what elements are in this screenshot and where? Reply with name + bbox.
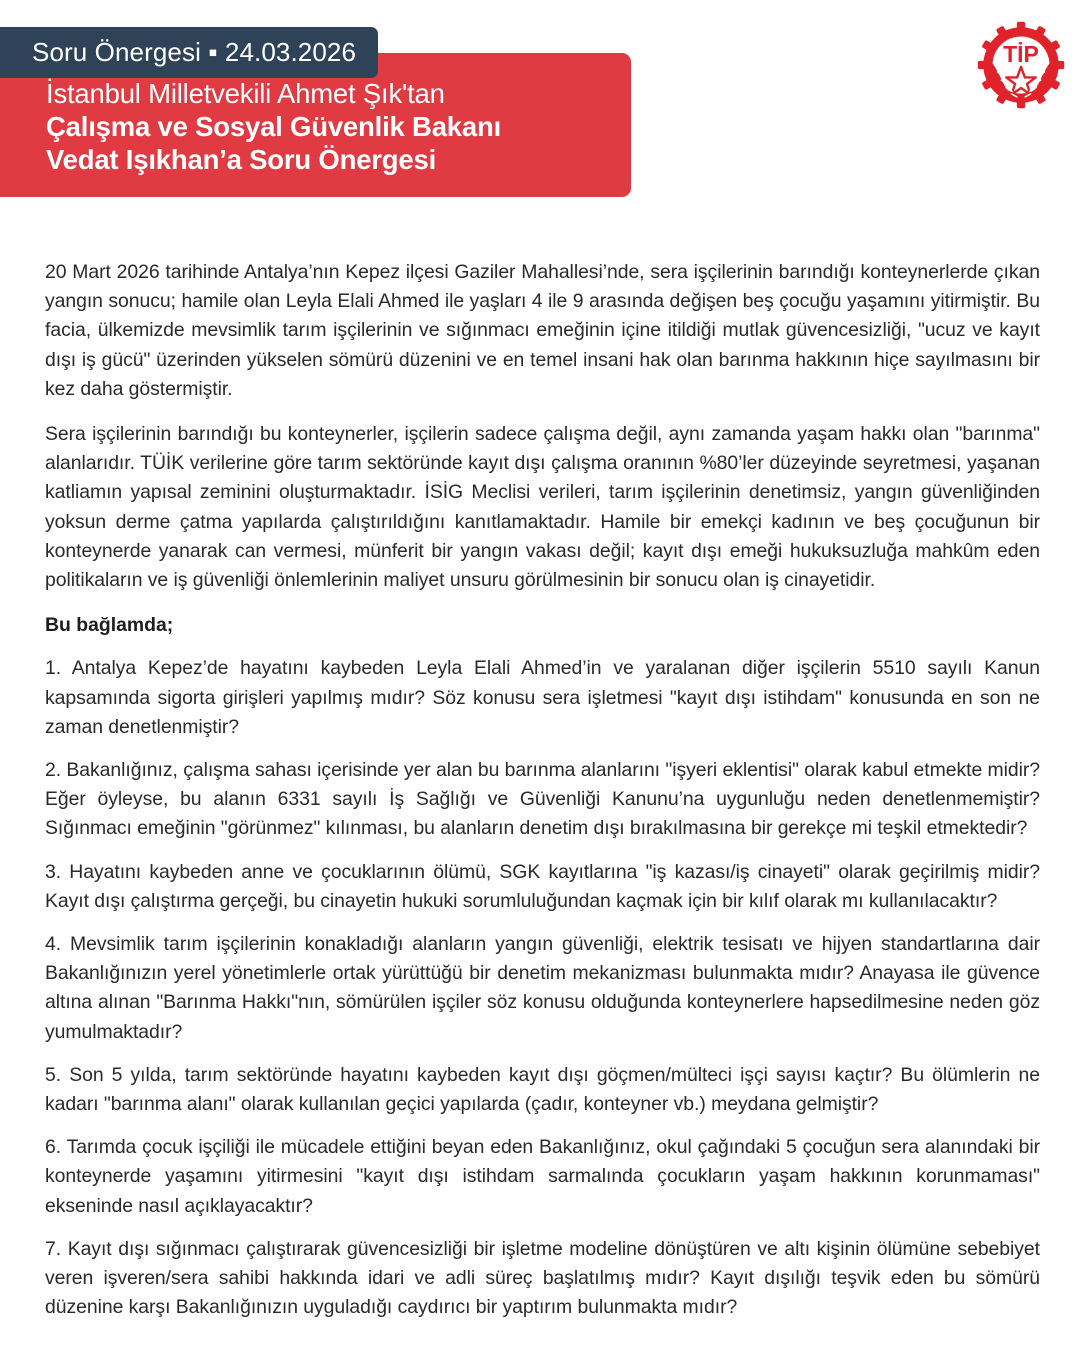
svg-text:TİP: TİP (1003, 41, 1039, 68)
lead-paragraph-2: Sera işçilerinin barındığı bu konteynerler, işçilerin sadece çalışma değil, aynı zamanda yaşam hakkı olan "barınma" alanlarıdır. TÜİK verilerine göre tarım sektöründe kayıt dışı çalışma oranının %80’ler düzeyinde seyretmesi, yaşanan katliamın yapısal zeminini oluşturmaktadır. İSİG Meclisi verileri, tarım işçilerinin denetimsiz, yangın güvenliğinden yoksun derme çatma yapılarda çalıştırıldığını kanıtlamaktadır. Hamile bir emekçi kadının ve beş çocuğunun bir konteynerde yanarak can vermesi, münferit bir yangın vakası değil; kayıt dışı emeği hukuksuzluğa mahkûm eden politikaların ve iş güvenliği önlemlerinin maliyet unsuru görülmesinin bir sonucu olan iş cinayetidir. (45, 423, 1040, 592)
document-header (0, 0, 1080, 232)
question-item-1: 1. Antalya Kepez’de hayatını kaybeden Leyla Elali Ahmed’in ve yaralanan diğer işçilerin 5510 sayılı Kanun kapsamında sigorta girişleri yapılmış mıdır? Söz konusu sera işletmesi "kayıt dışı istihdam" konusunda en son ne zaman denetlenmiştir? (45, 657, 1040, 738)
document-body (45, 258, 1040, 1337)
date-banner-text: Soru Önergesi ▪ 24.03.2026 (32, 37, 357, 67)
date-banner (0, 27, 378, 78)
lead-paragraph-1: 20 Mart 2026 tarihinde Antalya’nın Kepez ilçesi Gaziler Mahallesi’nde, sera işçilerinin barındığı konteynerlerde çıkan yangın sonucu; hamile olan Leyla Elali Ahmed ile yaşları 4 ile 9 arasında değişen beş çocuğu yaşamını yitirmiştir. Bu facia, ülkemizde mevsimlik tarım işçilerinin ve sığınmacı emeğinin içine itildiği mutlak güvencesizliği, "ucuz ve kayıt dışı iş gücü" üzerinden yükselen sömürü düzenini ve en temel insani hak olan barınma hakkının hiçe sayılmasını bir kez daha göstermiştir. (45, 261, 1040, 400)
question-item-3: 3. Hayatını kaybeden anne ve çocuklarının ölümü, SGK kayıtlarına "iş kazası/iş cinayeti" olarak geçirilmiş midir? Kayıt dışı çalıştırma gerçeği, bu cinayetin hukuki sorumluluğundan kaçmak için bir kılıf olarak mı kullanılacaktır? (45, 860, 1040, 912)
title-line-1: İstanbul Milletvekili Ahmet Şık'tan (46, 77, 445, 109)
question-item-2: 2. Bakanlığınız, çalışma sahası içerisinde yer alan bu barınma alanlarını "işyeri eklentisi" olarak kabul etmekte midir? Eğer öyleyse, bu alanın 6331 sayılı İş Sağlığı ve Güvenliği Kanunu’na uygunluğu neden denetlenmemiştir? Sığınmacı emeğinin "görünmez" kılınması, bu alanların denetim dışı bırakılmasına bir gerekçe mi teşkil etmektedir? (45, 759, 1041, 840)
title-line-3: Vedat Işıkhan’a Soru Önergesi (46, 143, 437, 175)
tip-wordmark (1003, 41, 1039, 67)
question-item-7: 7. Kayıt dışı sığınmacı çalıştırarak güvencesizliği bir işletme modeline dönüştüren ve altı kişinin ölümüne sebebiyet veren işveren/sera sahibi hakkında idari ve adli süreç başlatılmış mıdır? Kayıt dışılığı teşvik eden bu sömürü düzenine karşı Bakanlığınızın uyguladığı caydırıcı bir yaptırım bulunmakta mıdır? (45, 1237, 1040, 1319)
question-item-4: 4. Mevsimlik tarım işçilerinin konakladığı alanların yangın güvenliği, elektrik tesisatı ve hijyen standartlarına dair Bakanlığınızın yerel yönetimlerle ortak yürüttüğü bir denetim mekanizması bulunmakta mıdır? Anayasa ile güvence altına alınan "Barınma Hakkı"nın, sömürülen işçiler söz konusu olduğunda konteynerlere hapsedilmesine neden göz yumulmaktadır? (45, 933, 1040, 1043)
question-item-5: 5. Son 5 yılda, tarım sektöründe hayatını kaybeden kayıt dışı göçmen/mülteci işçi sayısı kaçtır? Bu ölümlerin ne kadarı "barınma alanı" olarak kullanılan geçici yapılarda (çadır, konteyner vb.) meydana gelmiştir? (45, 1063, 1040, 1116)
question-item-6: 6. Tarımda çocuk işçiliği ile mücadele ettiğini beyan eden Bakanlığınız, okul çağındaki 5 çocuğun sera alanındaki bir konteynerde yaşamını yitirmesini "kayıt dışı istihdam sarmalında çocukların yaşam hakkının korunmaması" ekseninde nasıl açıklayacaktır? (45, 1136, 1040, 1217)
title-line-2: Çalışma ve Sosyal Güvenlik Bakanı (46, 110, 502, 142)
section-heading: Bu bağlamda; (45, 614, 174, 637)
tip-party-logo (975, 19, 1067, 111)
